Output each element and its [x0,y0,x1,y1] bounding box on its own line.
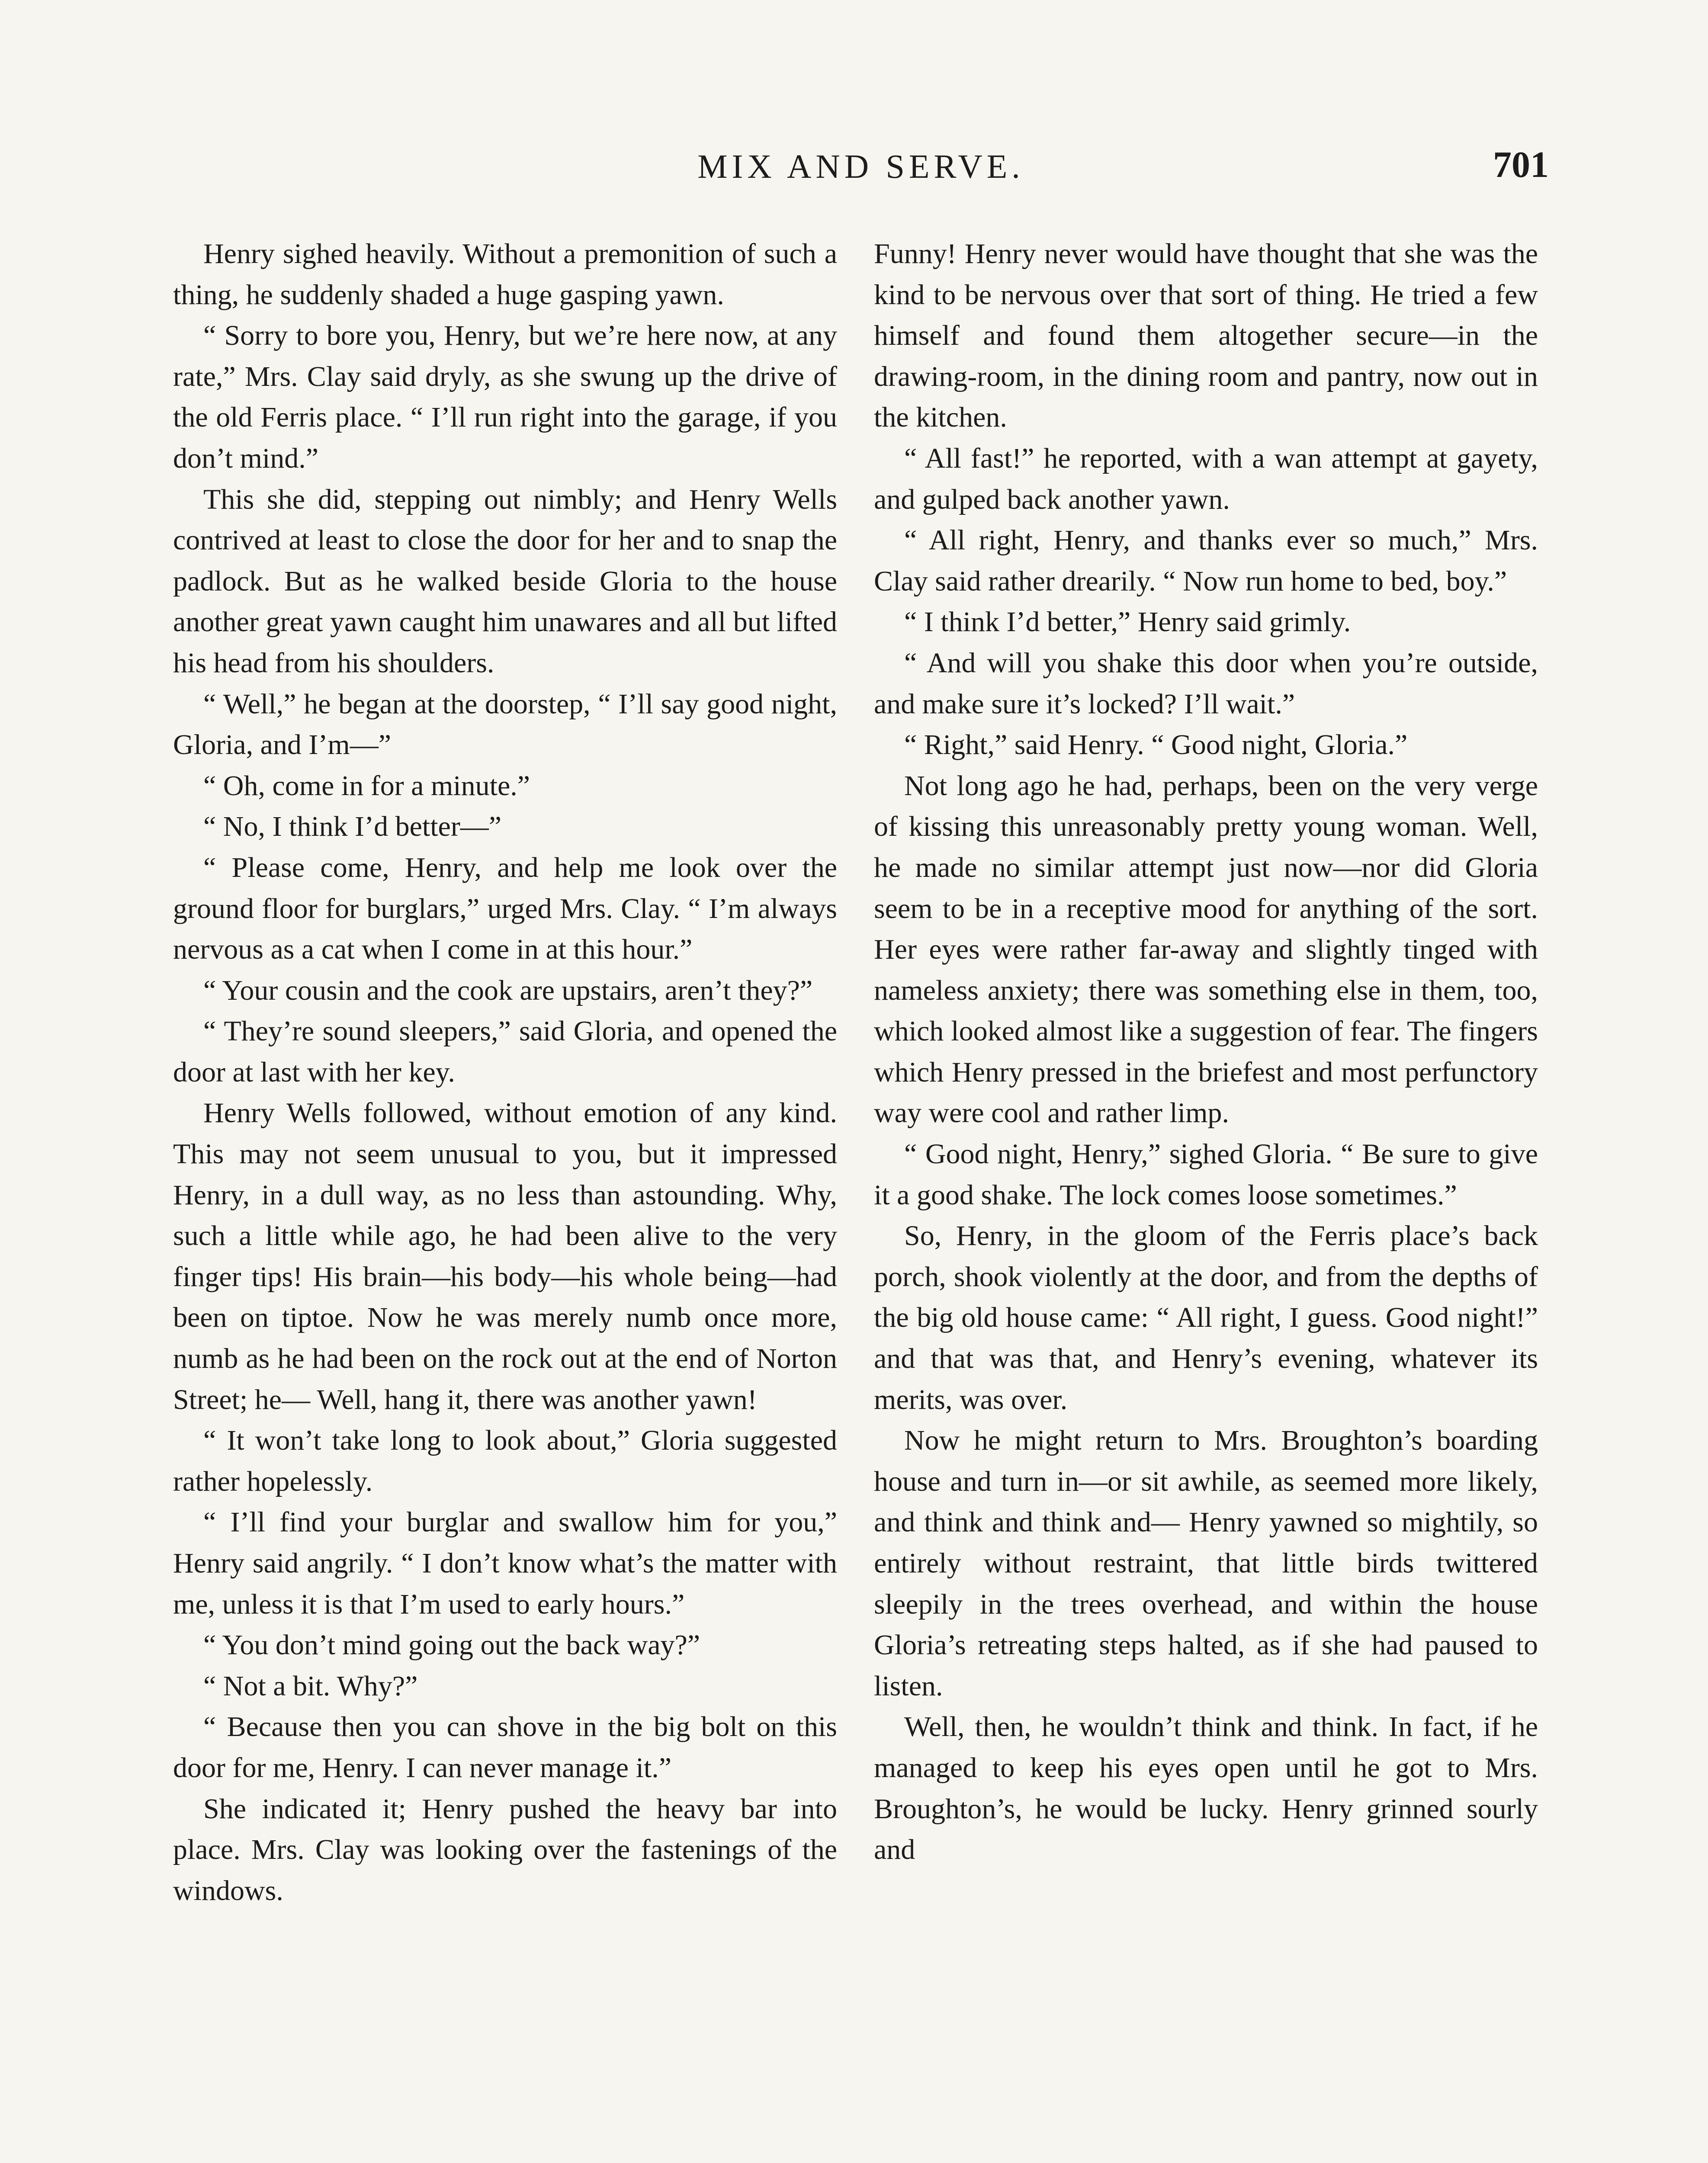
paragraph: “ You don’t mind going out the back way?” [203,1629,700,1661]
paragraph: She indicated it; Henry pushed the heavy bar into place. Mrs. Clay was looking over the fastenings of the windows. [173,1793,837,1906]
paragraph: “ I think I’d better,” Henry said grimly. [904,606,1351,638]
paragraph: “ Your cousin and the cook are upstairs, aren’t they?” [203,974,813,1006]
page-number: 701 [1493,144,1549,185]
left-column [173,234,837,1911]
paragraph: So, Henry, in the gloom of the Ferris place’s back porch, shook violently at the door, and from the depths of the big old house came: “ All right, I guess. Good night!” and that was that, and Henry’s evening, whatever its merits, was over. [874,1220,1538,1415]
paragraph: “ All fast!” he reported, with a wan attempt at gayety, and gulped back another yawn. [874,442,1538,515]
paragraph: “ Right,” said Henry. “ Good night, Gloria.” [904,729,1408,761]
paragraph: Well, then, he wouldn’t think and think. In fact, if he managed to keep his eyes open until he got to Mrs. Broughton’s, he would be lucky. Henry grinned sourly and [874,1711,1538,1866]
paragraph: “ Well,” he began at the doorstep, “ I’ll say good night, Gloria, and I’m—” [173,688,837,761]
paragraph: “ I’ll find your burglar and swallow him for you,” Henry said angrily. “ I don’t know what’s the matter with me, unless it is that I’m used to early hours.” [173,1506,837,1620]
paragraph: “ Sorry to bore you, Henry, but we’re here now, at any rate,” Mrs. Clay said dryly, as she swung up the drive of the old Ferris place. “ I’ll run right into the garage, if you don’t mind.” [173,320,837,474]
paragraph: “ Because then you can shove in the big bolt on this door for me, Henry. I can never manage it.” [173,1711,837,1784]
paragraph: “ All right, Henry, and thanks ever so much,” Mrs. Clay said rather drearily. “ Now run home to bed, boy.” [874,524,1538,597]
running-title: MIX AND SERVE. [697,148,1024,185]
continued-paragraph: Funny! Henry never would have thought that she was the kind to be nervous over that sort of thing. He tried a few himself and found them altogether secure—in the drawing-room, in the dining room and pantry, now out in the kitchen. [874,238,1538,433]
paragraph: “ Not a bit. Why?” [203,1670,418,1702]
paragraph: “ It won’t take long to look about,” Gloria suggested rather hopelessly. [173,1425,837,1497]
paragraph: Henry Wells followed, without emotion of any kind. This may not seem unusual to you, but it impressed Henry, in a dull way, as no less than astounding. Why, such a little while ago, he had been alive to the very finger tips! His brain—his body—his whole being—had been on tiptoe. Now he was merely numb once more, numb as he had been on the rock out at the end of Norton Street; he— Well, hang it, there was another yawn! [173,1097,837,1415]
page-header [173,143,1549,195]
paragraph: “ And will you shake this door when you’re outside, and make sure it’s locked? I’ll wait.” [874,647,1538,720]
paragraph: “ No, I think I’d better—” [203,811,502,843]
paragraph: “ They’re sound sleepers,” said Gloria, and opened the door at last with her key. [173,1015,837,1088]
paragraph: Henry sighed heavily. Without a premonition of such a thing, he suddenly shaded a huge gasping yawn. [173,238,837,311]
paragraph: “ Please come, Henry, and help me look over the ground floor for burglars,” urged Mrs. Clay. “ I’m always nervous as a cat when I come in at this hour.” [173,851,837,966]
paragraph: “ Good night, Henry,” sighed Gloria. “ Be sure to give it a good shake. The lock comes loose sometimes.” [874,1138,1538,1211]
paragraph: “ Oh, come in for a minute.” [203,770,530,802]
paragraph: Not long ago he had, perhaps, been on the very verge of kissing this unreasonably pretty young woman. Well, he made no similar attempt just now—nor did Gloria seem to be in a receptive mood for anything of the sort. Her eyes were rather far-away and slightly tinged with nameless anxiety; there was something else in them, too, which looked almost like a suggestion of fear. The fingers which Henry pressed in the briefest and most perfunctory way were cool and rather limp. [874,770,1538,1129]
paragraph: This she did, stepping out nimbly; and Henry Wells contrived at least to close the door for her and to snap the padlock. But as he walked beside Gloria to the house another great yawn caught him unawares and all but lifted his head from his shoulders. [173,483,837,679]
paragraph: Now he might return to Mrs. Broughton’s boarding house and turn in—or sit awhile, as seemed more likely, and think and think and— Henry yawned so mightily, so entirely without restraint, that little birds twittered sleepily in the trees overhead, and within the house Gloria’s retreating steps halted, as if she had paused to listen. [874,1425,1538,1702]
right-column [874,234,1538,1871]
